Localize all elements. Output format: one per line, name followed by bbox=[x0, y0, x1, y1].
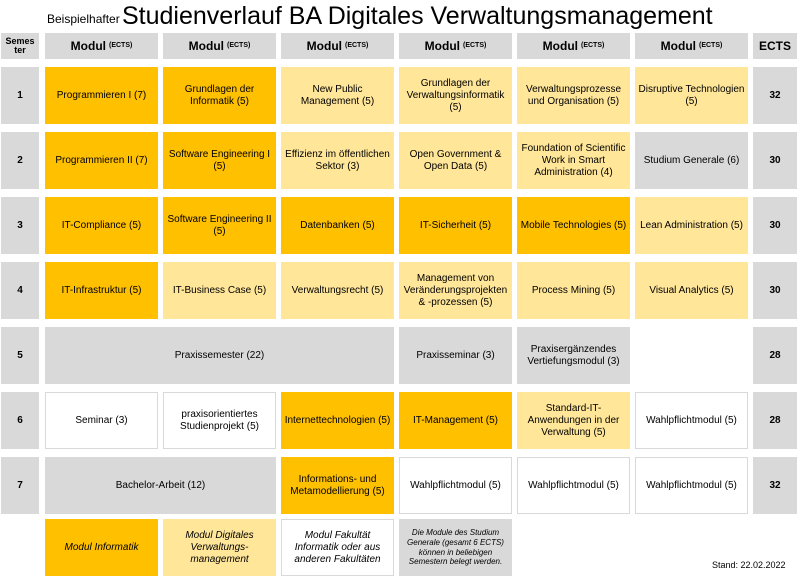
header-ects-small: (ECTS) bbox=[580, 41, 605, 49]
semester-number: 6 bbox=[1, 392, 39, 449]
ects-total: 30 bbox=[753, 262, 797, 319]
semester-number: 4 bbox=[1, 262, 39, 319]
header-modul-3 bbox=[281, 33, 394, 59]
module-cell[interactable]: Effizienz im öffentlichen Sektor (3) bbox=[281, 132, 394, 189]
title-prefix: Beispielhafter bbox=[47, 12, 120, 26]
module-cell[interactable]: IT-Compliance (5) bbox=[45, 197, 158, 254]
module-cell[interactable]: Wahlpflichtmodul (5) bbox=[635, 392, 748, 449]
semester-number: 1 bbox=[1, 67, 39, 124]
module-cell[interactable]: IT-Infrastruktur (5) bbox=[45, 262, 158, 319]
header-modul-label: Modul bbox=[188, 38, 224, 53]
ects-total: 32 bbox=[753, 457, 797, 514]
page-title: Studienverlauf BA Digitales Verwaltungsmanagement bbox=[122, 2, 713, 30]
module-cell[interactable]: Praxisergänzendes Vertiefungsmodul (3) bbox=[517, 327, 630, 384]
module-cell[interactable]: IT-Sicherheit (5) bbox=[399, 197, 512, 254]
module-cell[interactable]: Open Government & Open Data (5) bbox=[399, 132, 512, 189]
ects-total: 30 bbox=[753, 197, 797, 254]
stand-date: Stand: 22.02.2022 bbox=[712, 560, 786, 570]
module-cell[interactable]: New Public Management (5) bbox=[281, 67, 394, 124]
header-ects-small: (ECTS) bbox=[462, 41, 487, 49]
module-cell[interactable]: Grundlagen der Informatik (5) bbox=[163, 67, 276, 124]
legend-item: Modul Informatik bbox=[45, 519, 158, 576]
semester-number: 5 bbox=[1, 327, 39, 384]
header-modul-label: Modul bbox=[306, 38, 342, 53]
header-modul-label: Modul bbox=[424, 38, 460, 53]
module-cell[interactable]: Studium Generale (6) bbox=[635, 132, 748, 189]
module-cell[interactable]: Software Engineering I (5) bbox=[163, 132, 276, 189]
module-cell[interactable]: Process Mining (5) bbox=[517, 262, 630, 319]
module-cell[interactable]: Disruptive Technologien (5) bbox=[635, 67, 748, 124]
header-modul-label: Modul bbox=[660, 38, 696, 53]
module-cell[interactable]: Foundation of Scientific Work in Smart Administration (4) bbox=[517, 132, 630, 189]
header-semester: Semes ter bbox=[1, 33, 39, 59]
module-cell[interactable]: praxisorientiertes Studienprojekt (5) bbox=[163, 392, 276, 449]
ects-total: 28 bbox=[753, 392, 797, 449]
module-cell[interactable]: Datenbanken (5) bbox=[281, 197, 394, 254]
header-modul-4 bbox=[399, 33, 512, 59]
module-cell[interactable]: Seminar (3) bbox=[45, 392, 158, 449]
header-modul-1 bbox=[45, 33, 158, 59]
semester-number: 2 bbox=[1, 132, 39, 189]
legend-item: Die Module des Studium Generale (gesamt 6 ECTS) können in beliebigen Semestern belegt werden. bbox=[399, 519, 512, 576]
legend-item: Modul Fakultät Informatik oder aus anderen Fakultäten bbox=[281, 519, 394, 576]
ects-total: 28 bbox=[753, 327, 797, 384]
ects-total: 32 bbox=[753, 67, 797, 124]
module-cell[interactable]: IT-Business Case (5) bbox=[163, 262, 276, 319]
ects-total: 30 bbox=[753, 132, 797, 189]
module-cell[interactable]: Praxissemester (22) bbox=[45, 327, 394, 384]
module-cell[interactable]: Wahlpflichtmodul (5) bbox=[635, 457, 748, 514]
header-modul-label: Modul bbox=[70, 38, 106, 53]
module-cell[interactable]: Verwaltungsrecht (5) bbox=[281, 262, 394, 319]
header-ects: ECTS bbox=[753, 33, 797, 59]
legend-item: Modul Digitales Verwaltungs-management bbox=[163, 519, 276, 576]
module-cell[interactable]: Standard-IT-Anwendungen in der Verwaltung (5) bbox=[517, 392, 630, 449]
module-cell[interactable]: Verwaltungsprozesse und Organisation (5) bbox=[517, 67, 630, 124]
semester-number: 3 bbox=[1, 197, 39, 254]
module-cell[interactable]: Wahlpflichtmodul (5) bbox=[517, 457, 630, 514]
module-cell[interactable]: Praxisseminar (3) bbox=[399, 327, 512, 384]
header-ects-small: (ECTS) bbox=[698, 41, 723, 49]
header-modul-5 bbox=[517, 33, 630, 59]
module-cell[interactable]: Management von Veränderungsprojekten & -prozessen (5) bbox=[399, 262, 512, 319]
module-cell[interactable]: Informations- und Metamodellierung (5) bbox=[281, 457, 394, 514]
module-cell[interactable]: Software Engineering II (5) bbox=[163, 197, 276, 254]
module-cell[interactable]: Grundlagen der Verwaltungsinformatik (5) bbox=[399, 67, 512, 124]
module-cell[interactable]: IT-Management (5) bbox=[399, 392, 512, 449]
header-modul-6 bbox=[635, 33, 748, 59]
module-cell[interactable]: Programmieren I (7) bbox=[45, 67, 158, 124]
semester-number: 7 bbox=[1, 457, 39, 514]
header-ects-small: (ECTS) bbox=[226, 41, 251, 49]
module-cell[interactable]: Internettechnologien (5) bbox=[281, 392, 394, 449]
module-cell[interactable]: Programmieren II (7) bbox=[45, 132, 158, 189]
header-ects-small: (ECTS) bbox=[108, 41, 133, 49]
header-ects-small: (ECTS) bbox=[344, 41, 369, 49]
header-modul-2 bbox=[163, 33, 276, 59]
header-modul-label: Modul bbox=[542, 38, 578, 53]
module-cell[interactable]: Bachelor-Arbeit (12) bbox=[45, 457, 276, 514]
title bbox=[0, 0, 800, 34]
module-cell[interactable]: Wahlpflichtmodul (5) bbox=[399, 457, 512, 514]
module-cell[interactable]: Visual Analytics (5) bbox=[635, 262, 748, 319]
module-cell[interactable]: Lean Administration (5) bbox=[635, 197, 748, 254]
module-cell[interactable]: Mobile Technologies (5) bbox=[517, 197, 630, 254]
